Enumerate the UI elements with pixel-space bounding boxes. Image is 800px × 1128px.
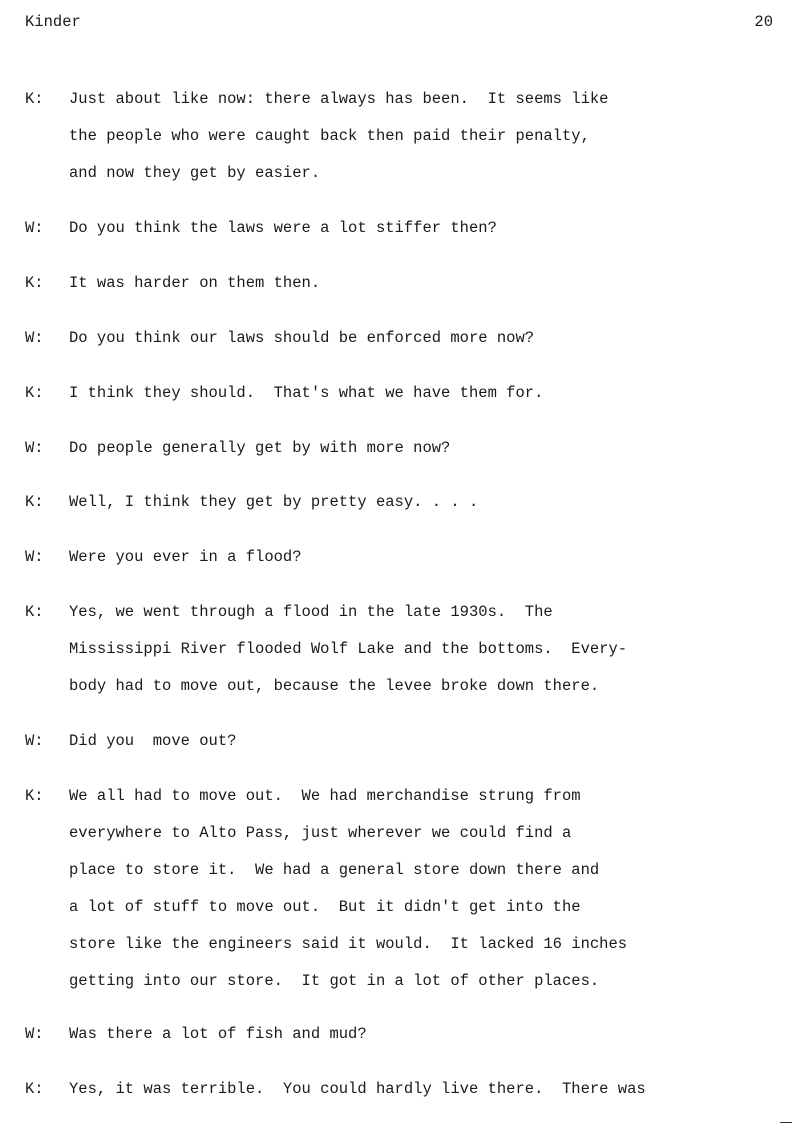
speaker-label: K: — [25, 603, 44, 621]
speaker-label: W: — [25, 548, 44, 566]
dialogue-line: Did you move out? — [69, 732, 237, 750]
dialogue-line: and now they get by easier. — [69, 164, 321, 182]
speaker-label: W: — [25, 439, 44, 457]
speaker-label: W: — [25, 732, 44, 750]
dialogue-line: Do you think our laws should be enforced more now? — [69, 329, 535, 347]
page-edge-mark — [780, 1122, 792, 1123]
dialogue-line: It was harder on them then. — [69, 274, 321, 292]
speaker-label: K: — [25, 384, 44, 402]
dialogue-line: getting into our store. It got in a lot of other places. — [69, 972, 600, 990]
speaker-label: W: — [25, 329, 44, 347]
speaker-label: K: — [25, 493, 44, 511]
dialogue-line: Do you think the laws were a lot stiffer then? — [69, 219, 497, 237]
dialogue-line: Were you ever in a flood? — [69, 548, 302, 566]
speaker-label: K: — [25, 787, 44, 805]
dialogue-line: everywhere to Alto Pass, just wherever we could find a — [69, 824, 572, 842]
dialogue-line: Was there a lot of fish and mud? — [69, 1025, 367, 1043]
dialogue-line: We all had to move out. We had merchandise strung from — [69, 787, 581, 805]
speaker-label: K: — [25, 274, 44, 292]
dialogue-line: the people who were caught back then paid their penalty, — [69, 127, 590, 145]
speaker-label: K: — [25, 90, 44, 108]
dialogue-line: Do people generally get by with more now? — [69, 439, 451, 457]
dialogue-line: body had to move out, because the levee broke down there. — [69, 677, 600, 695]
dialogue-line: Just about like now: there always has been. It seems like — [69, 90, 609, 108]
dialogue-line: I think they should. That's what we have them for. — [69, 384, 544, 402]
dialogue-line: place to store it. We had a general store down there and — [69, 861, 600, 879]
dialogue-line: Yes, we went through a flood in the late 1930s. The — [69, 603, 553, 621]
dialogue-line: Well, I think they get by pretty easy. . . . — [69, 493, 479, 511]
dialogue-line: a lot of stuff to move out. But it didn't get into the — [69, 898, 581, 916]
dialogue-line: Mississippi River flooded Wolf Lake and the bottoms. Every- — [69, 640, 628, 658]
page-number: 20 — [754, 13, 773, 31]
header-name: Kinder — [25, 13, 81, 31]
speaker-label: K: — [25, 1080, 44, 1098]
dialogue-line: store like the engineers said it would. It lacked 16 inches — [69, 935, 628, 953]
speaker-label: W: — [25, 1025, 44, 1043]
speaker-label: W: — [25, 219, 44, 237]
dialogue-line: Yes, it was terrible. You could hardly live there. There was — [69, 1080, 646, 1098]
